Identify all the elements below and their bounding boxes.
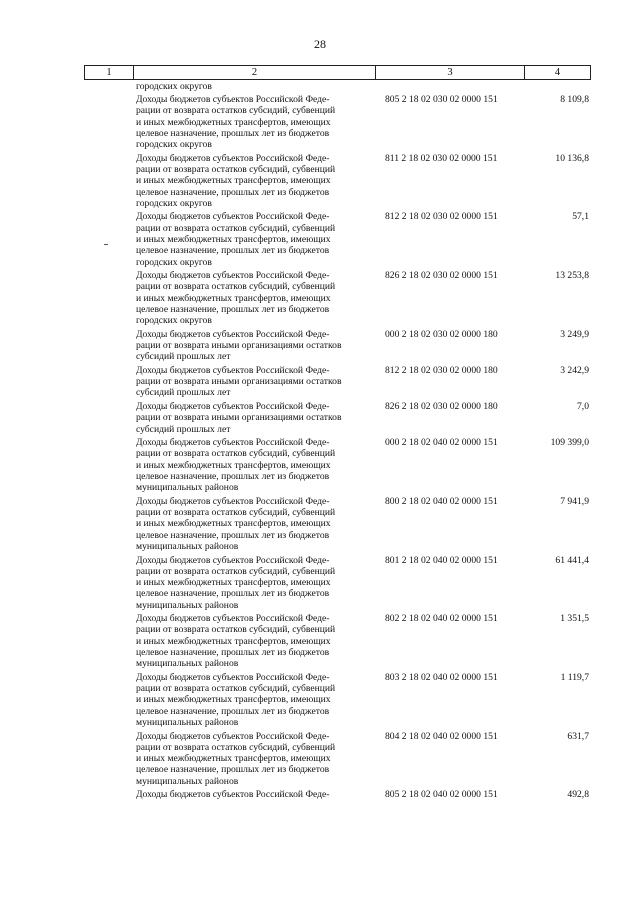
column-header-2: 2	[133, 66, 375, 79]
row-amount: 13 253,8	[555, 270, 589, 282]
description-line: рации от возврата иными организациями остатков	[136, 412, 342, 424]
row-description	[136, 613, 372, 669]
description-line: Доходы бюджетов субъектов Российской Феде-	[136, 671, 330, 683]
row-description	[136, 401, 372, 435]
row-description	[136, 437, 372, 493]
description-line: и иных межбюджетных трансфертов, имеющих	[136, 577, 331, 589]
row-amount: 1 351,5	[560, 613, 589, 625]
description-line: рации от возврата остатков субсидий, субвенций	[136, 507, 336, 519]
description-line: и иных межбюджетных трансфертов, имеющих	[136, 175, 331, 187]
description-line: городских округов	[136, 139, 212, 151]
description-line: и иных межбюджетных трансфертов, имеющих	[136, 233, 331, 245]
description-line: и иных межбюджетных трансфертов, имеющих	[136, 518, 331, 530]
row-amount: 109 399,0	[550, 437, 589, 449]
row-amount: 61 441,4	[555, 554, 589, 566]
description-line: и иных межбюджетных трансфертов, имеющих	[136, 635, 331, 647]
row-amount: 57,1	[572, 211, 589, 223]
description-line: Доходы бюджетов субъектов Российской Феде-	[136, 270, 330, 282]
description-line: муниципальных районов	[136, 717, 239, 729]
row-description	[136, 731, 372, 787]
description-line: и иных межбюджетных трансфертов, имеющих	[136, 753, 331, 765]
description-line: муниципальных районов	[136, 482, 239, 494]
description-line: муниципальных районов	[136, 775, 239, 787]
table-header	[84, 65, 591, 80]
row-code: 812 2 18 02 030 02 0000 151	[385, 211, 498, 223]
row-code: 826 2 18 02 030 02 0000 180	[385, 401, 498, 412]
row-code: 826 2 18 02 030 02 0000 151	[385, 270, 498, 282]
row-description	[136, 270, 372, 326]
row-description	[136, 153, 372, 209]
column-header-3: 3	[375, 66, 524, 79]
description-line: Доходы бюджетов субъектов Российской Феде-	[136, 211, 330, 223]
row-description	[136, 329, 372, 363]
row-code: 800 2 18 02 040 02 0000 151	[385, 495, 498, 507]
description-line: муниципальных районов	[136, 658, 239, 670]
row-amount: 631,7	[567, 730, 589, 742]
description-line: целевое назначение, прошлых лет из бюджетов	[136, 588, 330, 600]
row-code: 803 2 18 02 040 02 0000 151	[385, 671, 498, 683]
row-code: 000 2 18 02 040 02 0000 151	[385, 437, 498, 449]
description-line: и иных межбюджетных трансфертов, имеющих	[136, 116, 331, 128]
row-amount: 7 941,9	[560, 495, 589, 507]
description-line: и иных межбюджетных трансфертов, имеющих	[136, 459, 331, 471]
row-code: 801 2 18 02 040 02 0000 151	[385, 554, 498, 566]
row-amount: 3 249,9	[560, 328, 589, 340]
row-description	[136, 672, 372, 728]
description-line: и иных межбюджетных трансфертов, имеющих	[136, 292, 331, 304]
row-amount: 492,8	[567, 789, 589, 801]
description-line: Доходы бюджетов субъектов Российской Феде-	[136, 328, 330, 340]
description-line: Доходы бюджетов субъектов Российской Феде-	[136, 789, 330, 801]
description-line: Доходы бюджетов субъектов Российской Феде-	[136, 152, 330, 164]
description-line: Доходы бюджетов субъектов Российской Феде-	[136, 94, 330, 105]
description-line: Доходы бюджетов субъектов Российской Феде-	[136, 401, 330, 412]
description-line: рации от возврата остатков субсидий, субвенций	[136, 448, 336, 460]
row-amount: 1 119,7	[560, 671, 589, 683]
row-amount: 7,0	[577, 401, 589, 412]
row-description	[136, 496, 372, 552]
description-line: целевое назначение, прошлых лет из бюджетов	[136, 127, 330, 139]
continuation-text: городских округов	[136, 81, 212, 92]
description-line: Доходы бюджетов субъектов Российской Феде-	[136, 437, 330, 449]
description-line: рации от возврата остатков субсидий, субвенций	[136, 281, 336, 293]
description-line: целевое назначение, прошлых лет из бюджетов	[136, 647, 330, 659]
description-line: целевое назначение, прошлых лет из бюджетов	[136, 186, 330, 198]
row-code: 805 2 18 02 040 02 0000 151	[385, 789, 498, 801]
description-line: целевое назначение, прошлых лет из бюджетов	[136, 705, 330, 717]
margin-mark	[104, 244, 108, 245]
description-line: рации от возврата остатков субсидий, субвенций	[136, 163, 336, 175]
page-number: 28	[314, 37, 326, 51]
row-code: 812 2 18 02 030 02 0000 180	[385, 364, 498, 376]
row-description	[136, 365, 372, 399]
description-line: городских округов	[136, 256, 212, 268]
row-description	[136, 211, 372, 267]
description-line: Доходы бюджетов субъектов Российской Феде-	[136, 554, 330, 566]
row-description	[136, 789, 372, 800]
row-code: 811 2 18 02 030 02 0000 151	[385, 152, 498, 164]
description-line: рации от возврата иными организациями остатков	[136, 376, 342, 388]
description-line: целевое назначение, прошлых лет из бюджетов	[136, 245, 330, 257]
description-line: муниципальных районов	[136, 599, 239, 611]
description-line: целевое назначение, прошлых лет из бюджетов	[136, 529, 330, 541]
description-line: городских округов	[136, 315, 212, 327]
description-line: рации от возврата остатков субсидий, субвенций	[136, 683, 336, 695]
description-line: субсидий прошлых лет	[136, 423, 231, 435]
column-header-1: 1	[106, 67, 112, 78]
row-code: 804 2 18 02 040 02 0000 151	[385, 730, 498, 742]
row-description	[136, 555, 372, 611]
row-amount: 8 109,8	[560, 94, 589, 105]
description-line: рации от возврата остатков субсидий, субвенций	[136, 565, 336, 577]
description-line: и иных межбюджетных трансфертов, имеющих	[136, 694, 331, 706]
row-code: 802 2 18 02 040 02 0000 151	[385, 613, 498, 625]
row-code: 000 2 18 02 030 02 0000 180	[385, 328, 498, 340]
description-line: целевое назначение, прошлых лет из бюджетов	[136, 764, 330, 776]
description-line: Доходы бюджетов субъектов Российской Феде-	[136, 613, 330, 625]
row-description	[136, 94, 372, 150]
description-line: Доходы бюджетов субъектов Российской Феде-	[136, 730, 330, 742]
description-line: рации от возврата остатков субсидий, субвенций	[136, 624, 336, 636]
description-line: Доходы бюджетов субъектов Российской Феде-	[136, 495, 330, 507]
description-line: муниципальных районов	[136, 540, 239, 552]
column-header-4: 4	[524, 66, 590, 79]
row-amount: 3 242,9	[560, 364, 589, 376]
description-line: рации от возврата остатков субсидий, субвенций	[136, 741, 336, 753]
description-line: рации от возврата остатков субсидий, субвенций	[136, 222, 336, 234]
description-line: рации от возврата остатков субсидий, субвенций	[136, 105, 336, 117]
description-line: целевое назначение, прошлых лет из бюджетов	[136, 303, 330, 315]
description-line: целевое назначение, прошлых лет из бюджетов	[136, 470, 330, 482]
description-line: субсидий прошлых лет	[136, 387, 231, 399]
row-amount: 10 136,8	[555, 152, 589, 164]
description-line: городских округов	[136, 197, 212, 209]
description-line: субсидий прошлых лет	[136, 351, 231, 363]
description-line: Доходы бюджетов субъектов Российской Феде-	[136, 364, 330, 376]
row-code: 805 2 18 02 030 02 0000 151	[385, 94, 498, 105]
description-line: рации от возврата иными организациями остатков	[136, 340, 342, 352]
